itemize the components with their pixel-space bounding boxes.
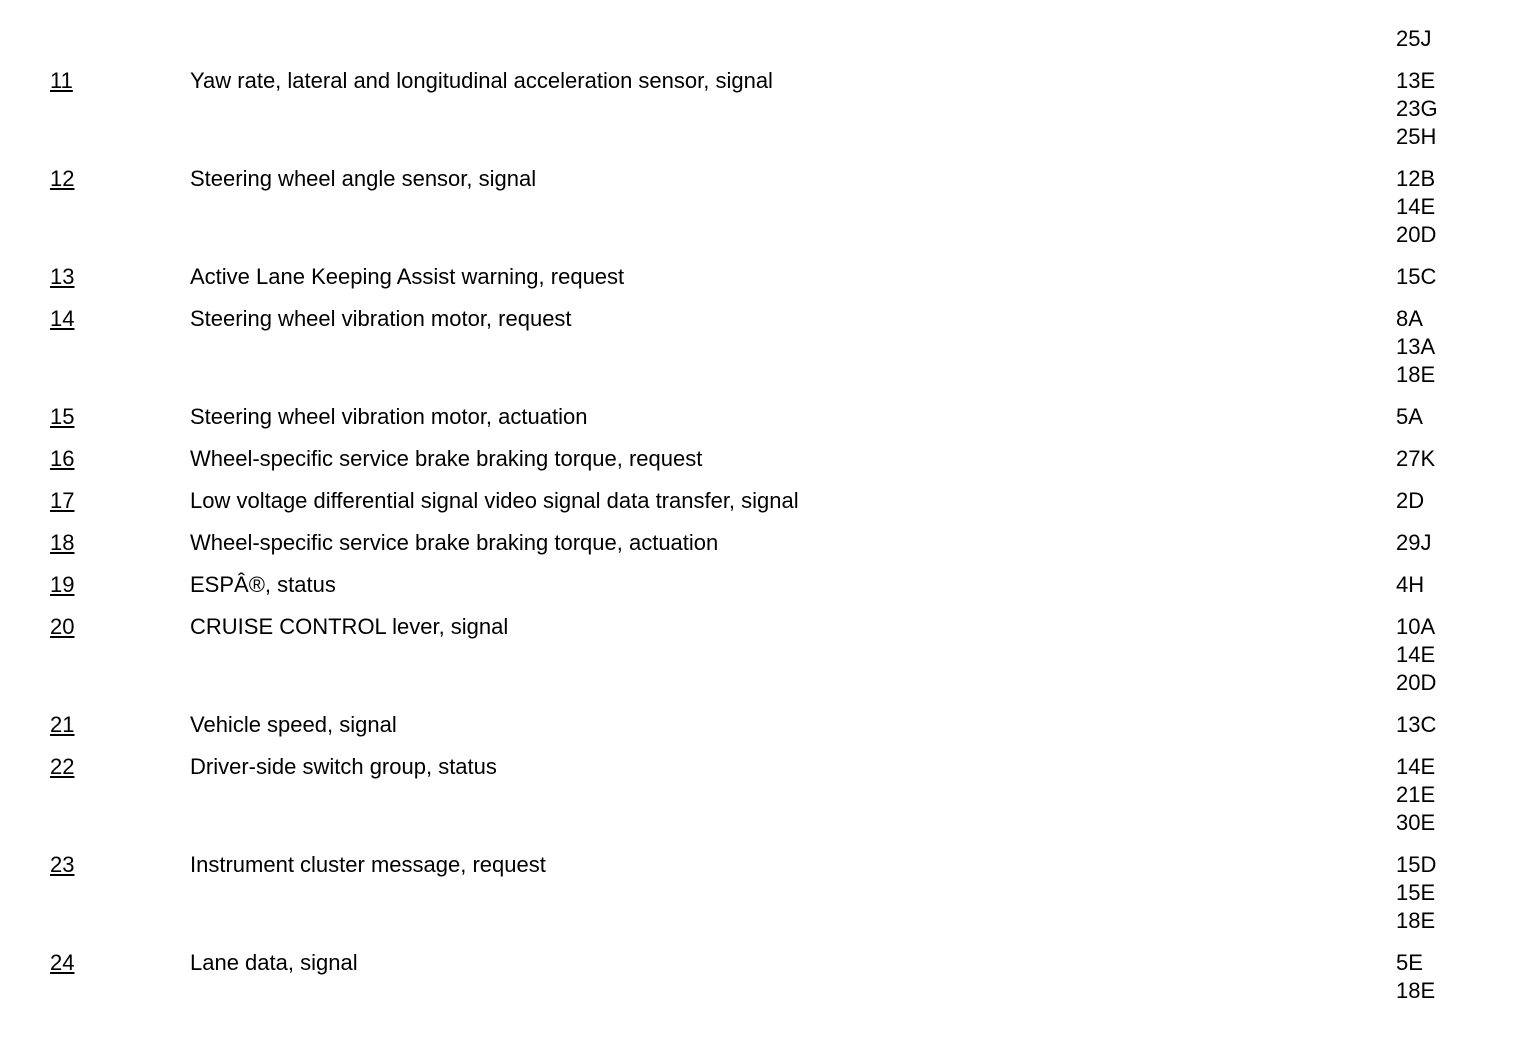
grid-reference: 15E [1396,880,1436,905]
item-description: Steering wheel angle sensor, signal [190,166,537,191]
item-number-cell [0,949,190,977]
grid-reference-list [1396,851,1436,935]
legend-row [0,571,1520,613]
grid-reference: 2D [1396,488,1425,513]
item-description: Instrument cluster message, request [190,852,546,877]
item-description: CRUISE CONTROL lever, signal [190,614,509,639]
grid-reference-list [1396,403,1423,431]
grid-reference: 5E [1396,950,1423,975]
legend-row [0,445,1520,487]
legend-row [0,25,1520,67]
item-number-link[interactable]: 24 [50,950,75,975]
item-description: Wheel-specific service brake braking torque, actuation [190,530,719,555]
grid-reference-list [1396,613,1436,697]
grid-reference: 25H [1396,124,1437,149]
item-number-link[interactable]: 20 [50,614,75,639]
grid-reference: 20D [1396,222,1437,247]
grid-reference: 5A [1396,404,1423,429]
item-description: Wheel-specific service brake braking torque, request [190,446,703,471]
item-number-link[interactable]: 23 [50,852,75,877]
grid-reference-list [1396,949,1435,1005]
legend-row [0,753,1520,851]
item-description: Yaw rate, lateral and longitudinal acceleration sensor, signal [190,68,773,93]
item-description: Driver-side switch group, status [190,754,497,779]
grid-reference-list [1396,711,1436,739]
legend-row [0,613,1520,711]
item-description: Steering wheel vibration motor, request [190,306,572,331]
item-number-cell [0,529,190,557]
item-description: Steering wheel vibration motor, actuation [190,404,588,429]
item-description: ESPÂ®, status [190,572,336,597]
grid-reference: 27K [1396,446,1436,471]
grid-reference: 15D [1396,852,1437,877]
item-description: Low voltage differential signal video signal data transfer, signal [190,488,799,513]
grid-reference-list [1396,571,1424,599]
grid-reference-list [1396,529,1431,557]
legend-row [0,67,1520,165]
grid-reference: 18E [1396,362,1436,387]
item-number-link[interactable]: 16 [50,446,75,471]
grid-reference-list [1396,753,1435,837]
grid-reference: 14E [1396,642,1436,667]
item-number-cell [0,67,190,95]
item-number-cell [0,445,190,473]
item-number-cell [0,613,190,641]
grid-reference: 23G [1396,96,1438,121]
grid-reference: 18E [1396,978,1436,1003]
item-number-cell [0,305,190,333]
grid-reference: 29J [1396,530,1432,555]
grid-reference: 25J [1396,26,1432,51]
item-number-cell [0,753,190,781]
item-number-cell [0,165,190,193]
item-number-link[interactable]: 12 [50,166,75,191]
grid-reference: 4H [1396,572,1425,597]
grid-reference: 20D [1396,670,1437,695]
grid-reference: 18E [1396,908,1436,933]
legend-row [0,305,1520,403]
item-number-link[interactable]: 17 [50,488,75,513]
item-number-link[interactable]: 18 [50,530,75,555]
legend-row [0,711,1520,753]
item-number-link[interactable]: 11 [50,68,73,93]
grid-reference: 13E [1396,68,1436,93]
item-number-cell [0,851,190,879]
item-number-cell [0,263,190,291]
legend-row [0,529,1520,571]
item-description: Active Lane Keeping Assist warning, request [190,264,625,289]
legend-row [0,403,1520,445]
grid-reference: 8A [1396,306,1423,331]
grid-reference: 21E [1396,782,1436,807]
grid-reference-list [1396,263,1436,291]
item-description: Vehicle speed, signal [190,712,397,737]
legend-table [0,25,1520,1019]
legend-row [0,949,1520,1019]
item-number-link[interactable]: 15 [50,404,75,429]
legend-row [0,263,1520,305]
grid-reference: 14E [1396,754,1436,779]
item-number-cell [0,711,190,739]
item-number-link[interactable]: 19 [50,572,75,597]
grid-reference: 12B [1396,166,1436,191]
grid-reference-list [1396,67,1438,151]
grid-reference-list [1396,487,1424,515]
item-number-link[interactable]: 21 [50,712,75,737]
grid-reference: 15C [1396,264,1437,289]
grid-reference: 13A [1396,334,1436,359]
grid-reference-list [1396,25,1431,53]
grid-reference-list [1396,165,1436,249]
item-number-link[interactable]: 13 [50,264,75,289]
grid-reference: 30E [1396,810,1436,835]
grid-reference: 14E [1396,194,1436,219]
item-number-link[interactable]: 22 [50,754,75,779]
grid-reference-list [1396,305,1435,389]
grid-reference: 10A [1396,614,1436,639]
legend-row [0,487,1520,529]
item-number-cell [0,487,190,515]
item-number-link[interactable]: 14 [50,306,75,331]
grid-reference-list [1396,445,1435,473]
legend-row [0,851,1520,949]
legend-row [0,165,1520,263]
item-description: Lane data, signal [190,950,358,975]
grid-reference: 13C [1396,712,1437,737]
item-number-cell [0,571,190,599]
item-number-cell [0,403,190,431]
